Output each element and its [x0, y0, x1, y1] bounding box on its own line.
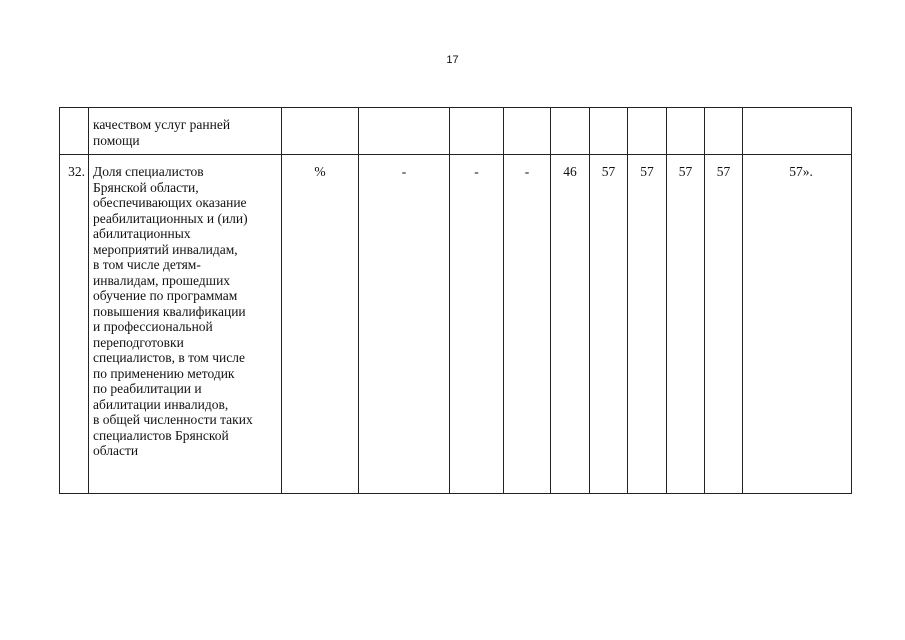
description-line: мероприятий инвалидам,	[93, 241, 238, 257]
value-cell: 57».	[743, 155, 852, 494]
value-cell	[504, 108, 551, 155]
table-row	[60, 108, 852, 155]
description-line: абилитации инвалидов,	[93, 396, 229, 412]
description-line: абилитационных	[93, 226, 191, 241]
row-number	[60, 108, 89, 155]
value-cell: -	[359, 155, 450, 494]
description-line: помощи	[93, 132, 140, 148]
description-line: специалистов Брянской	[93, 427, 229, 443]
value-cell: 57	[628, 155, 667, 494]
row-number: 32.	[60, 155, 89, 494]
value-cell	[705, 108, 743, 155]
description-line: в общей численности таких	[93, 412, 253, 427]
description-line: качеством услуг ранней	[93, 117, 231, 132]
value-cell: -	[504, 155, 551, 494]
unit-cell	[282, 108, 359, 155]
indicators-table	[59, 107, 852, 494]
value-cell: 46	[551, 155, 590, 494]
value-cell	[450, 108, 504, 155]
value-cell	[667, 108, 705, 155]
value-cell: 57	[590, 155, 628, 494]
description-line: обеспечивающих оказание	[93, 195, 247, 210]
description-line: обучение по программам	[93, 288, 238, 303]
description-line: в том числе детям-	[93, 257, 201, 272]
description-line: повышения квалификации	[93, 303, 246, 319]
row-description	[89, 155, 282, 494]
value-cell	[628, 108, 667, 155]
value-cell	[551, 108, 590, 155]
page-number: 17	[446, 54, 459, 66]
description-line: и профессиональной	[93, 319, 213, 334]
row-description	[89, 108, 282, 155]
description-line: по реабилитации и	[93, 381, 202, 396]
description-line: реабилитационных и (или)	[93, 210, 248, 226]
value-cell	[590, 108, 628, 155]
table-row	[60, 155, 852, 494]
value-cell: -	[450, 155, 504, 494]
value-cell	[359, 108, 450, 155]
description-line: переподготовки	[93, 334, 184, 350]
unit-cell: %	[282, 155, 359, 494]
value-cell	[743, 108, 852, 155]
description-line: специалистов, в том числе	[93, 350, 245, 365]
description-line: области	[93, 443, 139, 458]
description-line: по применению методик	[93, 365, 235, 381]
description-line: Брянской области,	[93, 179, 199, 195]
value-cell: 57	[667, 155, 705, 494]
description-line: инвалидам, прошедших	[93, 272, 231, 288]
description-line: Доля специалистов	[93, 164, 204, 179]
value-cell: 57	[705, 155, 743, 494]
